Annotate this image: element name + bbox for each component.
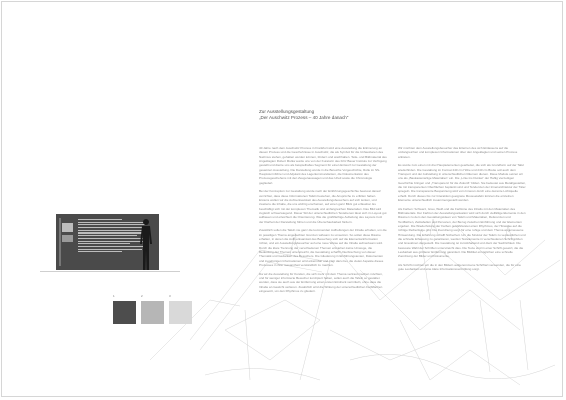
color-swatch-2 — [141, 301, 164, 324]
paragraph: Bei der Konzeption zur Gestaltung wurde nach der Einführungsgeschichte bewusst darauf verzichtet, dass diese Informationen Tafeln bestehen, die Ansprüche zu erfüllen haben. Erstens wollen wir die Aufmerksamkeit des Ausstellungsbesuchers auf sich lenken, und zweitens die Inhalte, die uns wichtig erscheinen, auf einen ganz Blick gut erfassbar. Es beschäftigt sich mit der komplexen Thematik und umfangreichen Materialien. Das Bild wird zugleich schwerwiegend. Dieser Stil der unterschiedlichen Textebenen lässt sich im Layout gut aufbauen und erleichtert die Orientierung. Wie die großflächige Aufteilung des Layouts trotz der Klarheit der Darstellung führen und die Überschaubarkeit fördern. — [259, 189, 387, 224]
swatch-label-2: 2 — [141, 294, 143, 298]
swatch-label-3: 3 — [169, 294, 171, 298]
title-line-2: „Der Auschwitz Prozess – 40 Jahre danach“ — [259, 115, 349, 120]
paragraph: Wir möchten dem Ausstellungsbesucher das Erlernen des sich Einlassens auf die umfangreichen und komplexen Informationen über den Angeklagten und seinen Prozess anbieten. — [398, 146, 518, 159]
text-column-right — [398, 146, 526, 276]
floor-line — [40, 271, 180, 272]
text-column-left — [259, 146, 387, 297]
paragraph: Als Farben: Schwarz, Grau, Weiß und die Farbtöne des Inhalts mit den Materialien des Bildmaterials. Der Farbton der Ausstellungssituation wird sich durch vielfältige Elemente in den Räumen zu dem den Gestaltungsideen von Tafeln und Materialien, Referenzen und Textflächen, Zeittabellen und Personen, der Bezug zwischen Einführung und der Elementen ergeben. Die Wiederholung der Farben gewährleistet einen Rhythmus, der Hinweise auf die richtige Reihenfolge gibt. Die Zuordnung sorgt für eine ruhige und dem Thema angemessene Hinwendung. Die Erfahrung schafft Sicherheit. Um die Struktur der Tafeln zu verdeutlichen und die schnelle Erfassung zu garantieren, werden Textelemente in verschiedenen Schriftgrößen und Grautönen dargestellt. Die Gestaltung ist zurückhaltend und dient der Sachlichkeit. Die bewusste Wahl der Schriften unterstreicht dies. Die Texte sind in einer Schrift gesetzt, die die Lesbarkeit aus größerer Entfernung garantiert. Die Bildtitel ermöglichen eine schnelle Zuordnung der Bilder und Dokumente. — [398, 206, 526, 259]
paragraph: 40 Jahre nach dem Auschwitz Prozess in Frankfurt wird eine Ausstellung die Erinnerung an diesen Prozess und die Geschehnisse in Auschwitz, die als Symbol für die Unfassbaren des Nazimus stehen, gehalten werden können, fördern und wachhalten. Teile- und Bildmaterial des Angeklagten Robert Mulka wurde uns von der Kuratorin des Fritz Bauer Instituts zur Verfügung gestellt und diente uns als beispielhaftes Segment für einen Entwurf zur Gestaltung der gesamten Ausstellung. Die Darstellung wurde in die Bereiche Vorgeschichte, Rolle im SS-Hauptsturmführer und Adjutant des Lagerkommandanten, die Dokumentation des Prozessgeschehens mit den Zeugenaussagen und das Urteil sowie die Chronologie gegliedert. — [259, 146, 387, 185]
swatch-label-1: 1 — [113, 294, 115, 298]
paragraph: Zusätzlich sollen die Tafeln nie ganz die kommenden Aufhellungen der Inhalte erhalten, um die im jeweiligen Thema angedachten Grenzen wirksam zu umsetzen. So sollen diese Räume erhalten, in denen die Aufmerksamkeit des Besuchers sich auf die Elementarinformation richtet, und ein Ausstellungsbesucher auf eine neue Weise auf die Inhalte aufmerksam wird. Durch die klare Trennung der verschiedenen Themen entstehen keine Umwege, die Bedeutung der Themen unterstreicht, die Gestaltung schafft Unterbrechung von dieser Thematik und Gedanken des Besuchers. Die Gliederung in Einführungstexten, Dokumenten und zugehörigen Informationen wird erkennbar und trägt dazu bei, die vielen Aspekte dieses Prozesses in ihrer Gesamtheit verständlich zu machen. — [259, 228, 387, 267]
person-silhouette — [138, 218, 156, 272]
board-photo — [62, 223, 73, 232]
board-stripe — [59, 218, 61, 266]
board-photo-secondary — [62, 235, 73, 242]
page-title — [259, 109, 399, 121]
title-line-1: Zur Ausstellungsgestaltung — [259, 109, 315, 114]
paragraph: Es wurde zum einen mit drei Hauptelementen gearbeitet, die sich als Grundform auf der Tafel wiederfinden. Die Gestaltung im Format 240 cm Höhe und 240 cm Breite soll auch dem Transport und der Aufstellung in unterschiedlichen Räumen dienen. Diese Module setzen wir uns als „Baukastenartige Materialien“ ein. Die „Linie ins Dunkel“ der Haftig vierzeitigen Geschichte bringen und „Transparenz für die Zukunft“ bilden. Sie bedeutet aus Metallgestellen, die mit transparenten Oberflächen beplankt sind und Tendenzen der Innenarchitektur der Täter spiegeln. Die transparente Bespannung wird vom Inneren durch eine dezente Lichtquelle erhellt. Durch dieses bis zur Interaktion geeignete Moussetafeln können die einzelnen Elemente unterschiedlich zusammengestellt werden. — [398, 163, 526, 202]
paragraph: Da wir die Ausstellung für Kunden, die sich mehr mit dem Thema vertraut machen möchten, und für weniger informierte Besucher konzipiert haben, sollen auch die Tafeln so gestaltet werden, dass sie auch aus der Entfernung einen ersten Eindruck vermitteln, ohne dass die Inhalte an Gewicht verlieren. Zusätzlich wird die Wirkung der unterschiedlichen Farbflächen eingesetzt, um den Rhythmus zu gliedern. — [259, 271, 383, 293]
color-swatch-3 — [169, 301, 192, 324]
color-swatch-1 — [113, 301, 136, 324]
paragraph: Als Schrift möchten wir die in den Bildern aufgenommene Schriftart verwenden, die für eine gute Lesbarkeit und eine klare Informationsvermittlung sorgt. — [398, 262, 521, 272]
